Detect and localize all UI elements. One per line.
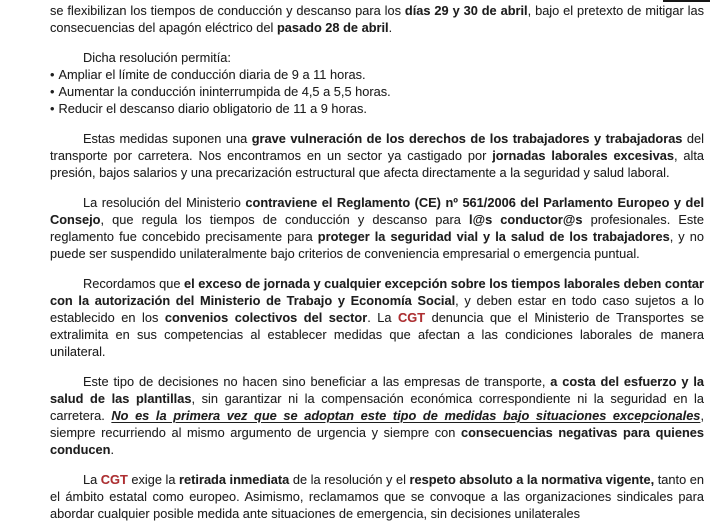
text-run: del transporte por carretera. Nos encontramos en un sector ya castigado por xyxy=(50,131,704,163)
bullet-icon: • xyxy=(50,67,55,82)
text-run: . La xyxy=(367,310,399,325)
text-run: Aumentar la conducción ininterrumpida de 4,5 a 5,5 horas. xyxy=(58,84,391,99)
para-flexibilization-clipped-top xyxy=(50,2,704,36)
bullet-icon: • xyxy=(50,101,55,116)
text-run: Estas medidas suponen una xyxy=(83,131,252,146)
text-run: a costa del esfuerzo y la salud de las plantillas xyxy=(50,374,704,406)
text-run: profesionales. Este reglamento fue concebido precisamente para xyxy=(50,212,704,244)
text-run: Este tipo de decisiones no hacen sino beneficiar a las empresas de transporte, xyxy=(83,374,551,389)
text-run: respeto absoluto a la normativa vigente, xyxy=(409,472,655,487)
text-run: proteger la seguridad vial y la salud de los trabajadores xyxy=(317,229,670,244)
para-cgt-demand-clipped-bottom xyxy=(50,471,704,522)
text-run: , alta presión, bajos salarios y una precarización estructural que afecta directamente a la seguridad y salud laboral. xyxy=(50,148,704,180)
clipped-previous-line-remnant xyxy=(663,0,710,2)
document-body xyxy=(50,2,704,522)
text-run: consecuencias negativas para quienes conducen xyxy=(50,425,705,457)
text-run: . xyxy=(110,442,114,457)
text-run: CGT xyxy=(100,472,128,487)
bullet-item-driving-limit xyxy=(50,66,704,83)
text-run: , y deben estar en todo caso sujetos a lo establecido en los xyxy=(50,293,704,325)
text-run: denuncia que el Ministerio de Transportes se extralimita en sus competencias al establecer medidas que afectan a las condiciones laborales de manera unilateral. xyxy=(50,310,705,359)
text-run: . xyxy=(388,20,393,35)
text-run: Ampliar el límite de conducción diaria de 9 a 11 horas. xyxy=(58,67,366,82)
text-run: tanto en el ámbito estatal como europeo. Asimismo, reclamamos que se convoque a las organizaciones sindicales para abordar cualquier posible medida ante situaciones de emergencia, sin decisiones unilaterales xyxy=(50,472,704,521)
text-run: , y no puede ser suspendido unilateralmente bajo criterios de conveniencia empresarial o emergencia puntual. xyxy=(50,229,704,261)
text-run: l@s conductor@s xyxy=(469,212,583,227)
text-run: La xyxy=(83,472,101,487)
text-run: se flexibilizan los tiempos de conducción y descanso para los xyxy=(50,3,405,18)
text-run: días 29 y 30 de abril xyxy=(404,3,528,18)
text-run: , que regula los tiempos de conducción y descanso para xyxy=(100,212,470,227)
text-run: , bajo el pretexto de mitigar las consecuencias del apagón eléctrico del xyxy=(50,3,704,35)
bullet-item-daily-rest xyxy=(50,100,704,117)
text-run: Recordamos que xyxy=(83,276,185,291)
text-run: , sin garantizar ni la compensación económica correspondiente ni la seguridad en la carretera. xyxy=(50,391,704,423)
text-run: de la resolución y el xyxy=(289,472,410,487)
text-run: pasado 28 de abril xyxy=(276,20,389,35)
para-resolution-intro xyxy=(50,49,704,66)
bullet-icon: • xyxy=(50,84,55,99)
para-eu-regulation xyxy=(50,194,704,262)
text-run: Reducir el descanso diario obligatorio de 11 a 9 horas. xyxy=(58,101,367,116)
text-run: , siempre recurriendo al mismo argumento de urgencia y siempre con xyxy=(50,408,704,440)
para-rights-violation xyxy=(50,130,704,181)
text-run: exige la xyxy=(127,472,180,487)
para-benefit-companies xyxy=(50,373,704,458)
text-run: retirada inmediata xyxy=(179,472,290,487)
text-run: No es la primera vez que se adoptan este tipo de medidas bajo situaciones excepcionales xyxy=(111,408,701,423)
text-run: La resolución del Ministerio xyxy=(83,195,246,210)
text-run: CGT xyxy=(398,310,426,325)
text-run: convenios colectivos del sector xyxy=(164,310,368,325)
para-labor-ministry-authorization xyxy=(50,275,704,360)
text-run: grave vulneración de los derechos de los trabajadores y trabajadoras xyxy=(251,131,683,146)
text-run: el exceso de jornada y cualquier excepción sobre los tiempos laborales deben contar con la autorización del Ministerio de Trabajo y Economía Social xyxy=(50,276,704,308)
text-run: contraviene el Reglamento (CE) nº 561/2006 del Parlamento Europeo y del Consejo xyxy=(50,195,705,227)
text-run: Dicha resolución permitía: xyxy=(83,50,231,65)
bullet-item-uninterrupted-driving xyxy=(50,83,704,100)
text-run: jornadas laborales excesivas xyxy=(492,148,674,163)
